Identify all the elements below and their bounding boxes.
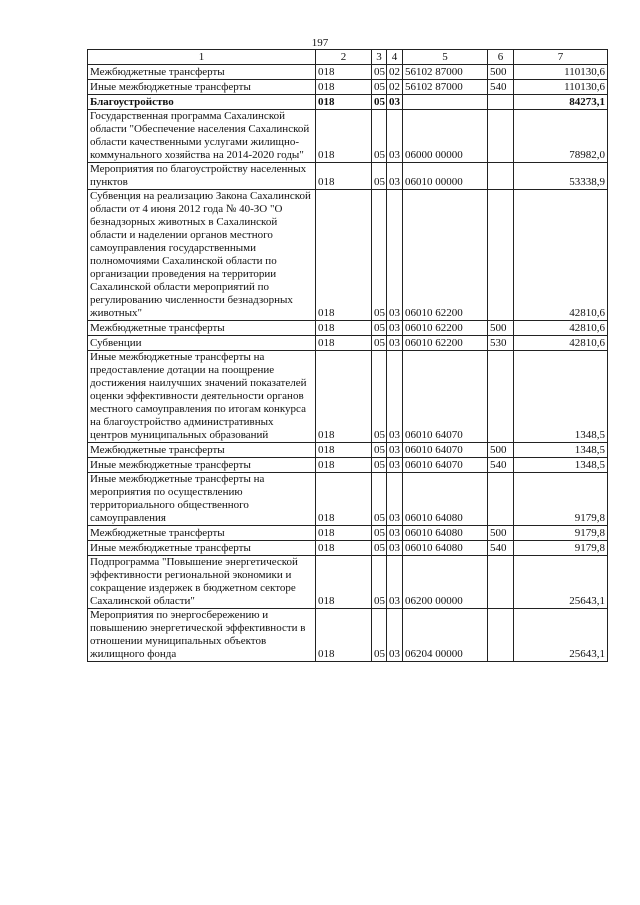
subsection-code-cell: 03 [387,351,403,443]
target-item-code-cell: 06010 62200 [403,321,488,336]
row-name-cell: Государственная программа Сахалинской области "Обеспечение населения Сахалинской области качественными услугами жилищно-коммунального хозяйства на 2014-2020 годы" [88,110,316,163]
target-item-code-cell: 06000 00000 [403,110,488,163]
row-name-cell: Межбюджетные трансферты [88,65,316,80]
target-item-code-cell [403,95,488,110]
subsection-code-cell: 03 [387,541,403,556]
amount-cell: 1348,5 [514,351,608,443]
header-cell: 3 [372,50,387,65]
row-name-cell: Межбюджетные трансферты [88,526,316,541]
subsection-code-cell: 03 [387,321,403,336]
section-code-cell: 05 [372,458,387,473]
subsection-code-cell: 03 [387,609,403,662]
expense-type-code-cell: 500 [488,443,514,458]
subsection-code-cell: 03 [387,95,403,110]
target-item-code-cell: 06200 00000 [403,556,488,609]
expense-type-code-cell: 530 [488,336,514,351]
target-item-code-cell: 06010 62200 [403,336,488,351]
target-item-code-cell: 56102 87000 [403,65,488,80]
section-code-cell: 05 [372,336,387,351]
row-name-cell: Иные межбюджетные трансферты [88,458,316,473]
expense-type-code-cell [488,473,514,526]
amount-cell: 1348,5 [514,458,608,473]
ministry-code-cell: 018 [316,473,372,526]
ministry-code-cell: 018 [316,95,372,110]
table-row [88,541,608,556]
amount-cell: 84273,1 [514,95,608,110]
table-row [88,609,608,662]
row-name-cell: Мероприятия по энергосбережению и повышению энергетической эффективности в отношении муниципальных объектов жилищного фонда [88,609,316,662]
table-row [88,473,608,526]
expense-type-code-cell [488,190,514,321]
subsection-code-cell: 03 [387,473,403,526]
target-item-code-cell: 06010 64070 [403,351,488,443]
header-row [88,50,608,65]
amount-cell: 25643,1 [514,609,608,662]
target-item-code-cell: 06010 62200 [403,190,488,321]
ministry-code-cell: 018 [316,110,372,163]
amount-cell: 42810,6 [514,321,608,336]
table-row [88,80,608,95]
amount-cell: 9179,8 [514,473,608,526]
expense-type-code-cell [488,163,514,190]
subsection-code-cell: 03 [387,443,403,458]
expense-type-code-cell [488,556,514,609]
header-cell: 7 [514,50,608,65]
section-code-cell: 05 [372,473,387,526]
table-row [88,65,608,80]
ministry-code-cell: 018 [316,556,372,609]
expense-type-code-cell [488,609,514,662]
amount-cell: 1348,5 [514,443,608,458]
row-name-cell: Межбюджетные трансферты [88,321,316,336]
section-code-cell: 05 [372,321,387,336]
table-row [88,336,608,351]
section-code-cell: 05 [372,80,387,95]
table-row [88,458,608,473]
section-code-cell: 05 [372,110,387,163]
target-item-code-cell: 06010 64080 [403,473,488,526]
section-code-cell: 05 [372,351,387,443]
target-item-code-cell: 06010 64070 [403,458,488,473]
section-code-cell: 05 [372,556,387,609]
table-row [88,163,608,190]
target-item-code-cell: 56102 87000 [403,80,488,95]
amount-cell: 9179,8 [514,541,608,556]
ministry-code-cell: 018 [316,443,372,458]
target-item-code-cell: 06010 00000 [403,163,488,190]
ministry-code-cell: 018 [316,336,372,351]
row-name-cell: Иные межбюджетные трансферты [88,80,316,95]
table-row [88,526,608,541]
ministry-code-cell: 018 [316,321,372,336]
amount-cell: 53338,9 [514,163,608,190]
row-name-cell: Иные межбюджетные трансферты на мероприятия по осуществлению территориального общественного самоуправления [88,473,316,526]
row-name-cell: Иные межбюджетные трансферты на предоставление дотации на поощрение достижения наилучших значений показателей оценки эффективности деятельности органов местного самоуправления по итогам конкурса на благоустройство административных центров муниципальных образований [88,351,316,443]
row-name-cell: Мероприятия по благоустройству населенных пунктов [88,163,316,190]
expense-type-code-cell: 500 [488,321,514,336]
section-code-cell: 05 [372,190,387,321]
subsection-code-cell: 03 [387,458,403,473]
subsection-code-cell: 03 [387,336,403,351]
ministry-code-cell: 018 [316,163,372,190]
section-code-cell: 05 [372,609,387,662]
amount-cell: 42810,6 [514,190,608,321]
amount-cell: 42810,6 [514,336,608,351]
subsection-code-cell: 02 [387,80,403,95]
ministry-code-cell: 018 [316,609,372,662]
section-code-cell: 05 [372,163,387,190]
header-cell: 6 [488,50,514,65]
ministry-code-cell: 018 [316,190,372,321]
expense-type-code-cell [488,95,514,110]
expense-type-code-cell [488,351,514,443]
section-code-cell: 05 [372,95,387,110]
budget-table [87,49,608,662]
expense-type-code-cell: 540 [488,458,514,473]
section-code-cell: 05 [372,541,387,556]
table-row [88,321,608,336]
subsection-code-cell: 03 [387,110,403,163]
header-cell: 1 [88,50,316,65]
ministry-code-cell: 018 [316,65,372,80]
expense-type-code-cell: 540 [488,80,514,95]
ministry-code-cell: 018 [316,80,372,95]
table-row [88,351,608,443]
subsection-code-cell: 03 [387,163,403,190]
subsection-code-cell: 02 [387,65,403,80]
row-name-cell: Межбюджетные трансферты [88,443,316,458]
ministry-code-cell: 018 [316,351,372,443]
amount-cell: 110130,6 [514,80,608,95]
header-cell: 2 [316,50,372,65]
subsection-code-cell: 03 [387,556,403,609]
ministry-code-cell: 018 [316,526,372,541]
target-item-code-cell: 06010 64070 [403,443,488,458]
header-cell: 4 [387,50,403,65]
row-name-cell: Подпрограмма "Повышение энергетической эффективности региональной экономики и сокращение издержек в бюджетном секторе Сахалинской области" [88,556,316,609]
expense-type-code-cell [488,110,514,163]
table-body [88,65,608,662]
expense-type-code-cell: 540 [488,541,514,556]
section-code-cell: 05 [372,65,387,80]
page-number: 197 [311,37,329,49]
row-name-cell: Иные межбюджетные трансферты [88,541,316,556]
row-name-cell: Субвенции [88,336,316,351]
ministry-code-cell: 018 [316,541,372,556]
target-item-code-cell: 06204 00000 [403,609,488,662]
section-code-cell: 05 [372,526,387,541]
row-name-cell: Субвенция на реализацию Закона Сахалинской области от 4 июня 2012 года № 40-ЗО "О безнадзорных животных в Сахалинской области и наделении органов местного самоуправления государственными полномочиями Сахалинской области по организации проведения на территории Сахалинской области мероприятий по регулированию численности безнадзорных животных" [88,190,316,321]
expense-type-code-cell: 500 [488,526,514,541]
table-row [88,443,608,458]
table-row [88,190,608,321]
target-item-code-cell: 06010 64080 [403,526,488,541]
amount-cell: 9179,8 [514,526,608,541]
expense-type-code-cell: 500 [488,65,514,80]
table-row [88,95,608,110]
section-code-cell: 05 [372,443,387,458]
subsection-code-cell: 03 [387,190,403,321]
row-name-cell: Благоустройство [88,95,316,110]
amount-cell: 110130,6 [514,65,608,80]
amount-cell: 25643,1 [514,556,608,609]
ministry-code-cell: 018 [316,458,372,473]
subsection-code-cell: 03 [387,526,403,541]
table-row [88,110,608,163]
table-row [88,556,608,609]
target-item-code-cell: 06010 64080 [403,541,488,556]
header-cell: 5 [403,50,488,65]
amount-cell: 78982,0 [514,110,608,163]
